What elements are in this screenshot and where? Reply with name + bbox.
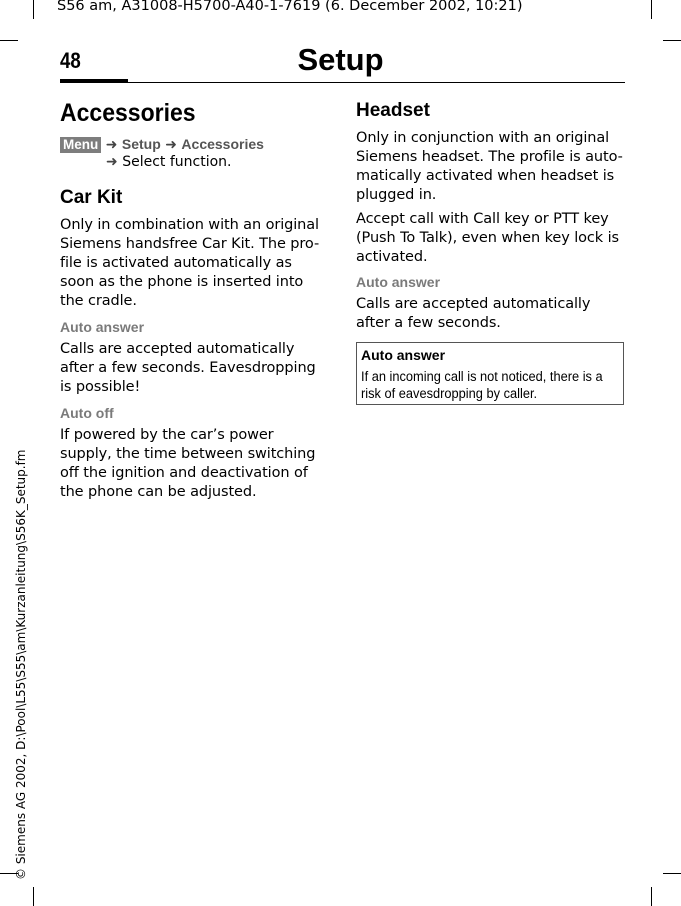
right-column: [356, 96, 626, 333]
arrow-icon: ➜: [165, 137, 177, 153]
crop-mark: [33, 887, 34, 906]
page-number: 48: [60, 48, 81, 73]
car-kit-auto-off-text: If powered by the car’s power supply, the time between switching off the ignition and deactivation of the phone can be adjusted.: [60, 427, 316, 500]
headset-auto-answer-text: Calls are accepted automatically after a few seconds.: [356, 296, 591, 331]
page-title: Setup: [297, 42, 384, 77]
note-box: [356, 342, 624, 405]
headset-text: Only in conjunction with an original Siemens headset. The profile is auto-matically activated when headset is plugged in.: [356, 130, 623, 203]
print-header: S56 am, A31008-H5700-A40-1-7619 (6. December 2002, 10:21): [57, 0, 523, 14]
car-kit-auto-answer-title: Auto answer: [60, 319, 145, 335]
side-copyright: © Siemens AG 2002, D:\Pool\L55\S55\am\Kurzanleitung\S56K_Setup.fm: [14, 449, 28, 880]
car-kit-auto-off-title: Auto off: [60, 405, 114, 421]
headset-auto-answer-title: Auto answer: [356, 274, 441, 290]
left-column: [60, 96, 328, 502]
headset-title: Headset: [356, 100, 430, 121]
note-title: Auto answer: [361, 347, 446, 363]
menu-path-accessories: Accessories: [181, 136, 264, 152]
crop-mark: [33, 0, 34, 19]
crop-mark: [651, 887, 652, 906]
car-kit-auto-answer-text: Calls are accepted automatically after a few seconds. Eavesdropping is possible!: [60, 341, 316, 395]
crop-mark: [0, 40, 18, 41]
arrow-icon: ➜: [106, 154, 118, 170]
menu-path: [60, 136, 328, 171]
menu-key: Menu: [60, 137, 101, 153]
menu-path-select-function: Select function.: [122, 154, 232, 170]
crop-mark: [651, 0, 652, 19]
arrow-icon: ➜: [105, 137, 118, 153]
crop-mark: [663, 873, 681, 874]
crop-mark: [663, 40, 681, 41]
menu-path-setup: Setup: [121, 136, 161, 152]
header-rule: [60, 82, 625, 83]
car-kit-title: Car Kit: [60, 187, 123, 208]
car-kit-text: Only in combination with an original Siemens handsfree Car Kit. The pro-file is activated automatically as soon as the phone is inserted into the cradle.: [60, 217, 320, 309]
headset-ptt-text: Accept call with Call key or PTT key (Push To Talk), even when key lock is activated.: [356, 211, 619, 265]
section-title-accessories: Accessories: [60, 99, 196, 127]
note-text: If an incoming call is not noticed, there is a risk of eavesdropping by caller.: [361, 369, 603, 401]
